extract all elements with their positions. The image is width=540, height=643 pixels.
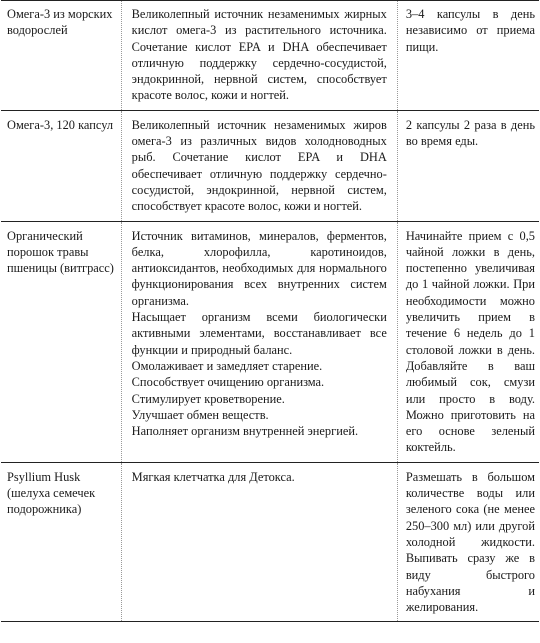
description-line: Наполняет организм внутренней энергией. [131,424,359,439]
description-line: Насыщает организм всеми биологически активными элементами, восстанавливает все функции и природный баланс. [131,310,387,357]
product-description-cell [121,462,397,622]
description-line: Великолепный источник незаменимых жиров омега-3 из различных видов холодноводных рыб. Сочетание кислот EPA и DHA обеспечивает отличную поддержку сердечно-сосудистой, эндокринной, нервной систем, способствует красоте волос, кожи и ногтей. [131,117,387,214]
product-name-cell: Органический порошок травы пшеницы (витграсс) [1,221,121,462]
product-description-cell [121,110,397,221]
description-line: Омолаживает и замедляет старение. [131,358,323,373]
description-line: Способствует очищению организма. [131,375,325,390]
table-row [1,462,539,622]
dosage-cell: Размешать в большом количестве воды или зеленого сока (не менее 250–300 мл) или другой холодной жидкости. Выпивать сразу же в виду быстрого набухания и желирования. [397,462,539,622]
description-line: Стимулирует кроветворение. [131,391,285,406]
product-name-cell: Psyllium Husk (шелуха семечек подорожника) [1,462,121,622]
product-description-cell [121,1,397,111]
product-name-cell: Омега-3, 120 капсул [1,110,121,221]
description-line: Великолепный источник незаменимых жирных кислот омега-3 из растительного источника. Сочетание кислот EPA и DHA обеспечивает отличную поддержку сердечно-сосудистой, эндокринной, нервной систем, способствует красоте волос, кожи и ногтей. [131,7,387,103]
description-line: Мягкая клетчатка для Детокса. [131,469,295,484]
description-line: Источник витаминов, минералов, ферментов, белка, хлорофилла, каротиноидов, антиоксидантов, необходимых для нормального функционирования всех внутренних систем организма. [131,228,387,308]
dosage-cell: 3–4 капсулы в день независимо от приема пищи. [397,1,539,111]
dosage-cell: 2 капсулы 2 раза в день во время еды. [397,110,539,221]
table-row [1,110,539,221]
supplements-table [1,0,539,622]
product-name-cell: Омега-3 из морских водорослей [1,1,121,111]
product-description-cell [121,221,397,462]
table-row [1,221,539,462]
table-row [1,1,539,111]
dosage-cell: Начинайте прием с 0,5 чайной ложки в день, постепенно увеличивая до 1 чайной ложки. При необходимости можно увеличить прием в течение 6 недель до 1 столовой ложки в день. Добавляйте в ваш любимый сок, смузи или просто в воду. Можно приготовить на его основе зеленый коктейль. [397,221,539,462]
description-line: Улучшает обмен веществ. [131,407,269,422]
